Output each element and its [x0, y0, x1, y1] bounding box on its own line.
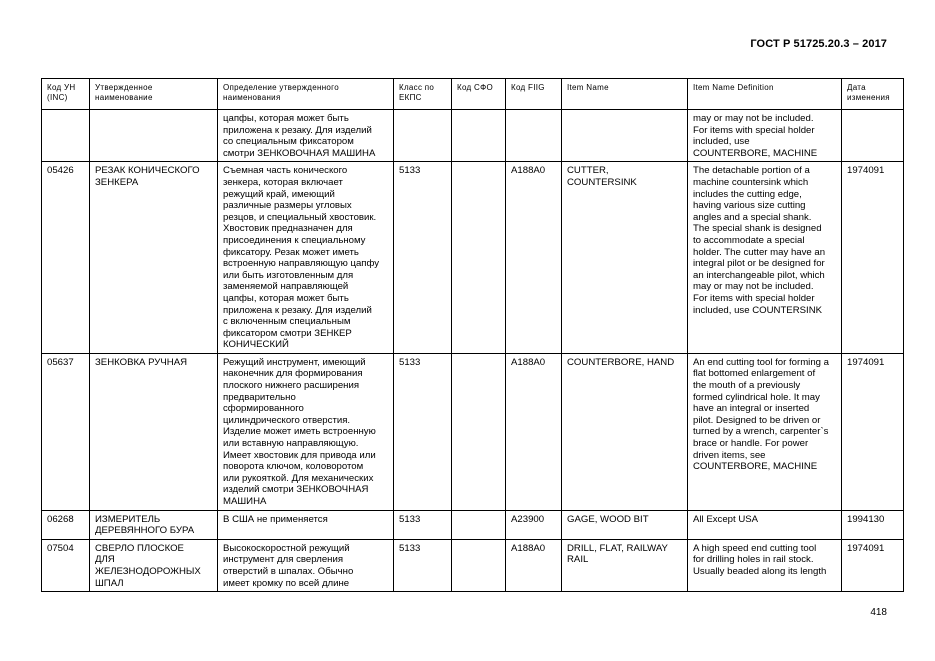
table-row: [42, 110, 904, 162]
cell-fiig-code: A188A0: [506, 162, 562, 354]
header-definition: Определение утвержденного наименования: [218, 79, 394, 110]
cell-ekps-class: 5133: [394, 162, 452, 354]
cell-item-definition: may or may not be included. For items with special holder included, use COUNTERBORE, MACHINE: [688, 110, 842, 162]
cell-ekps-class: [394, 110, 452, 162]
cell-item-definition: The detachable portion of a machine countersink which includes the cutting edge, having various size cutting angles and a special shank. The special shank is designed to accommodate a special holder. The cutter may have an integral pilot or be designed for an interchangeable pilot, which may or may not be included. For items with special holder included, use COUNTERSINK: [688, 162, 842, 354]
table-row: [42, 353, 904, 510]
cell-inc: 07504: [42, 539, 90, 591]
table-row: [42, 539, 904, 591]
header-change-date: Дата изменения: [842, 79, 904, 110]
cell-name-ru: ИЗМЕРИТЕЛЬ ДЕРЕВЯННОГО БУРА: [90, 510, 218, 539]
table-body: [42, 110, 904, 592]
cell-inc: 05426: [42, 162, 90, 354]
header-ekps-class: Класс по ЕКПС: [394, 79, 452, 110]
document-standard-header: ГОСТ Р 51725.20.3 – 2017: [750, 38, 887, 50]
cell-inc: [42, 110, 90, 162]
header-fiig-code: Код FIIG: [506, 79, 562, 110]
cell-item-name: COUNTERBORE, HAND: [562, 353, 688, 510]
cell-name-ru: [90, 110, 218, 162]
cell-sfo-code: [452, 539, 506, 591]
cell-inc: 06268: [42, 510, 90, 539]
cell-item-name: CUTTER, COUNTERSINK: [562, 162, 688, 354]
cell-fiig-code: A188A0: [506, 353, 562, 510]
header-approved-name: Утвержденное наименование: [90, 79, 218, 110]
cell-change-date: 1994130: [842, 510, 904, 539]
cell-definition-ru: цапфы, которая может быть приложена к резаку. Для изделий со специальным фиксатором смотри ЗЕНКОВОЧНАЯ МАШИНА: [218, 110, 394, 162]
cell-fiig-code: A188A0: [506, 539, 562, 591]
cell-item-definition: All Except USA: [688, 510, 842, 539]
table-header: [42, 79, 904, 110]
header-sfo-code: Код СФО: [452, 79, 506, 110]
cell-sfo-code: [452, 162, 506, 354]
cell-sfo-code: [452, 110, 506, 162]
cell-item-name: GAGE, WOOD BIT: [562, 510, 688, 539]
cell-change-date: 1974091: [842, 539, 904, 591]
cell-change-date: [842, 110, 904, 162]
page-number: 418: [870, 607, 887, 618]
cell-definition-ru: Режущий инструмент, имеющий наконечник для формирования плоского нижнего расширения предварительно сформированного цилиндрического отверстия. Изделие может иметь встроенную или вставную направляющую. Имеет хвостовик для привода или поворота ключом, коловоротом или рукояткой. Для механических изделий смотри ЗЕНКОВОЧНАЯ МАШИНА: [218, 353, 394, 510]
cell-fiig-code: A23900: [506, 510, 562, 539]
table-row: [42, 510, 904, 539]
cell-item-definition: A high speed end cutting tool for drilling holes in rail stock. Usually beaded along its length: [688, 539, 842, 591]
header-item-definition: Item Name Definition: [688, 79, 842, 110]
cell-change-date: 1974091: [842, 162, 904, 354]
header-item-name: Item Name: [562, 79, 688, 110]
cell-fiig-code: [506, 110, 562, 162]
cell-definition-ru: Съемная часть конического зенкера, которая включает режущий край, имеющий различные размеры угловых резцов, и специальный хвостовик. Хвостовик предназначен для присоединения к специальному фиксатору. Резак может иметь встроенную направляющую цапфу или быть изготовленным для заменяемой направляющей цапфы, которая может быть приложена к резаку. Для изделий с включенным специальным фиксатором смотри ЗЕНКЕР КОНИЧЕСКИЙ: [218, 162, 394, 354]
cell-item-name: DRILL, FLAT, RAILWAY RAIL: [562, 539, 688, 591]
cell-definition-ru: Высокоскоростной режущий инструмент для сверления отверстий в шпалах. Обычно имеет кромку по всей длине: [218, 539, 394, 591]
cell-name-ru: ЗЕНКОВКА РУЧНАЯ: [90, 353, 218, 510]
cell-inc: 05637: [42, 353, 90, 510]
cell-sfo-code: [452, 510, 506, 539]
cell-ekps-class: 5133: [394, 539, 452, 591]
cell-definition-ru: В США не применяется: [218, 510, 394, 539]
cell-name-ru: СВЕРЛО ПЛОСКОЕ ДЛЯ ЖЕЛЕЗНОДОРОЖНЫХ ШПАЛ: [90, 539, 218, 591]
cell-change-date: 1974091: [842, 353, 904, 510]
header-inc: Код УН (INC): [42, 79, 90, 110]
cell-name-ru: РЕЗАК КОНИЧЕСКОГО ЗЕНКЕРА: [90, 162, 218, 354]
header-row: [42, 79, 904, 110]
cell-sfo-code: [452, 353, 506, 510]
cell-item-definition: An end cutting tool for forming a flat bottomed enlargement of the mouth of a previously formed cylindrical hole. It may have an integral or inserted pilot. Designed to be driven or turned by a wrench, carpenter`s brace or handle. For power driven items, see COUNTERBORE, MACHINE: [688, 353, 842, 510]
item-name-registry-table: [41, 78, 904, 592]
cell-ekps-class: 5133: [394, 353, 452, 510]
cell-ekps-class: 5133: [394, 510, 452, 539]
cell-item-name: [562, 110, 688, 162]
table-row: [42, 162, 904, 354]
